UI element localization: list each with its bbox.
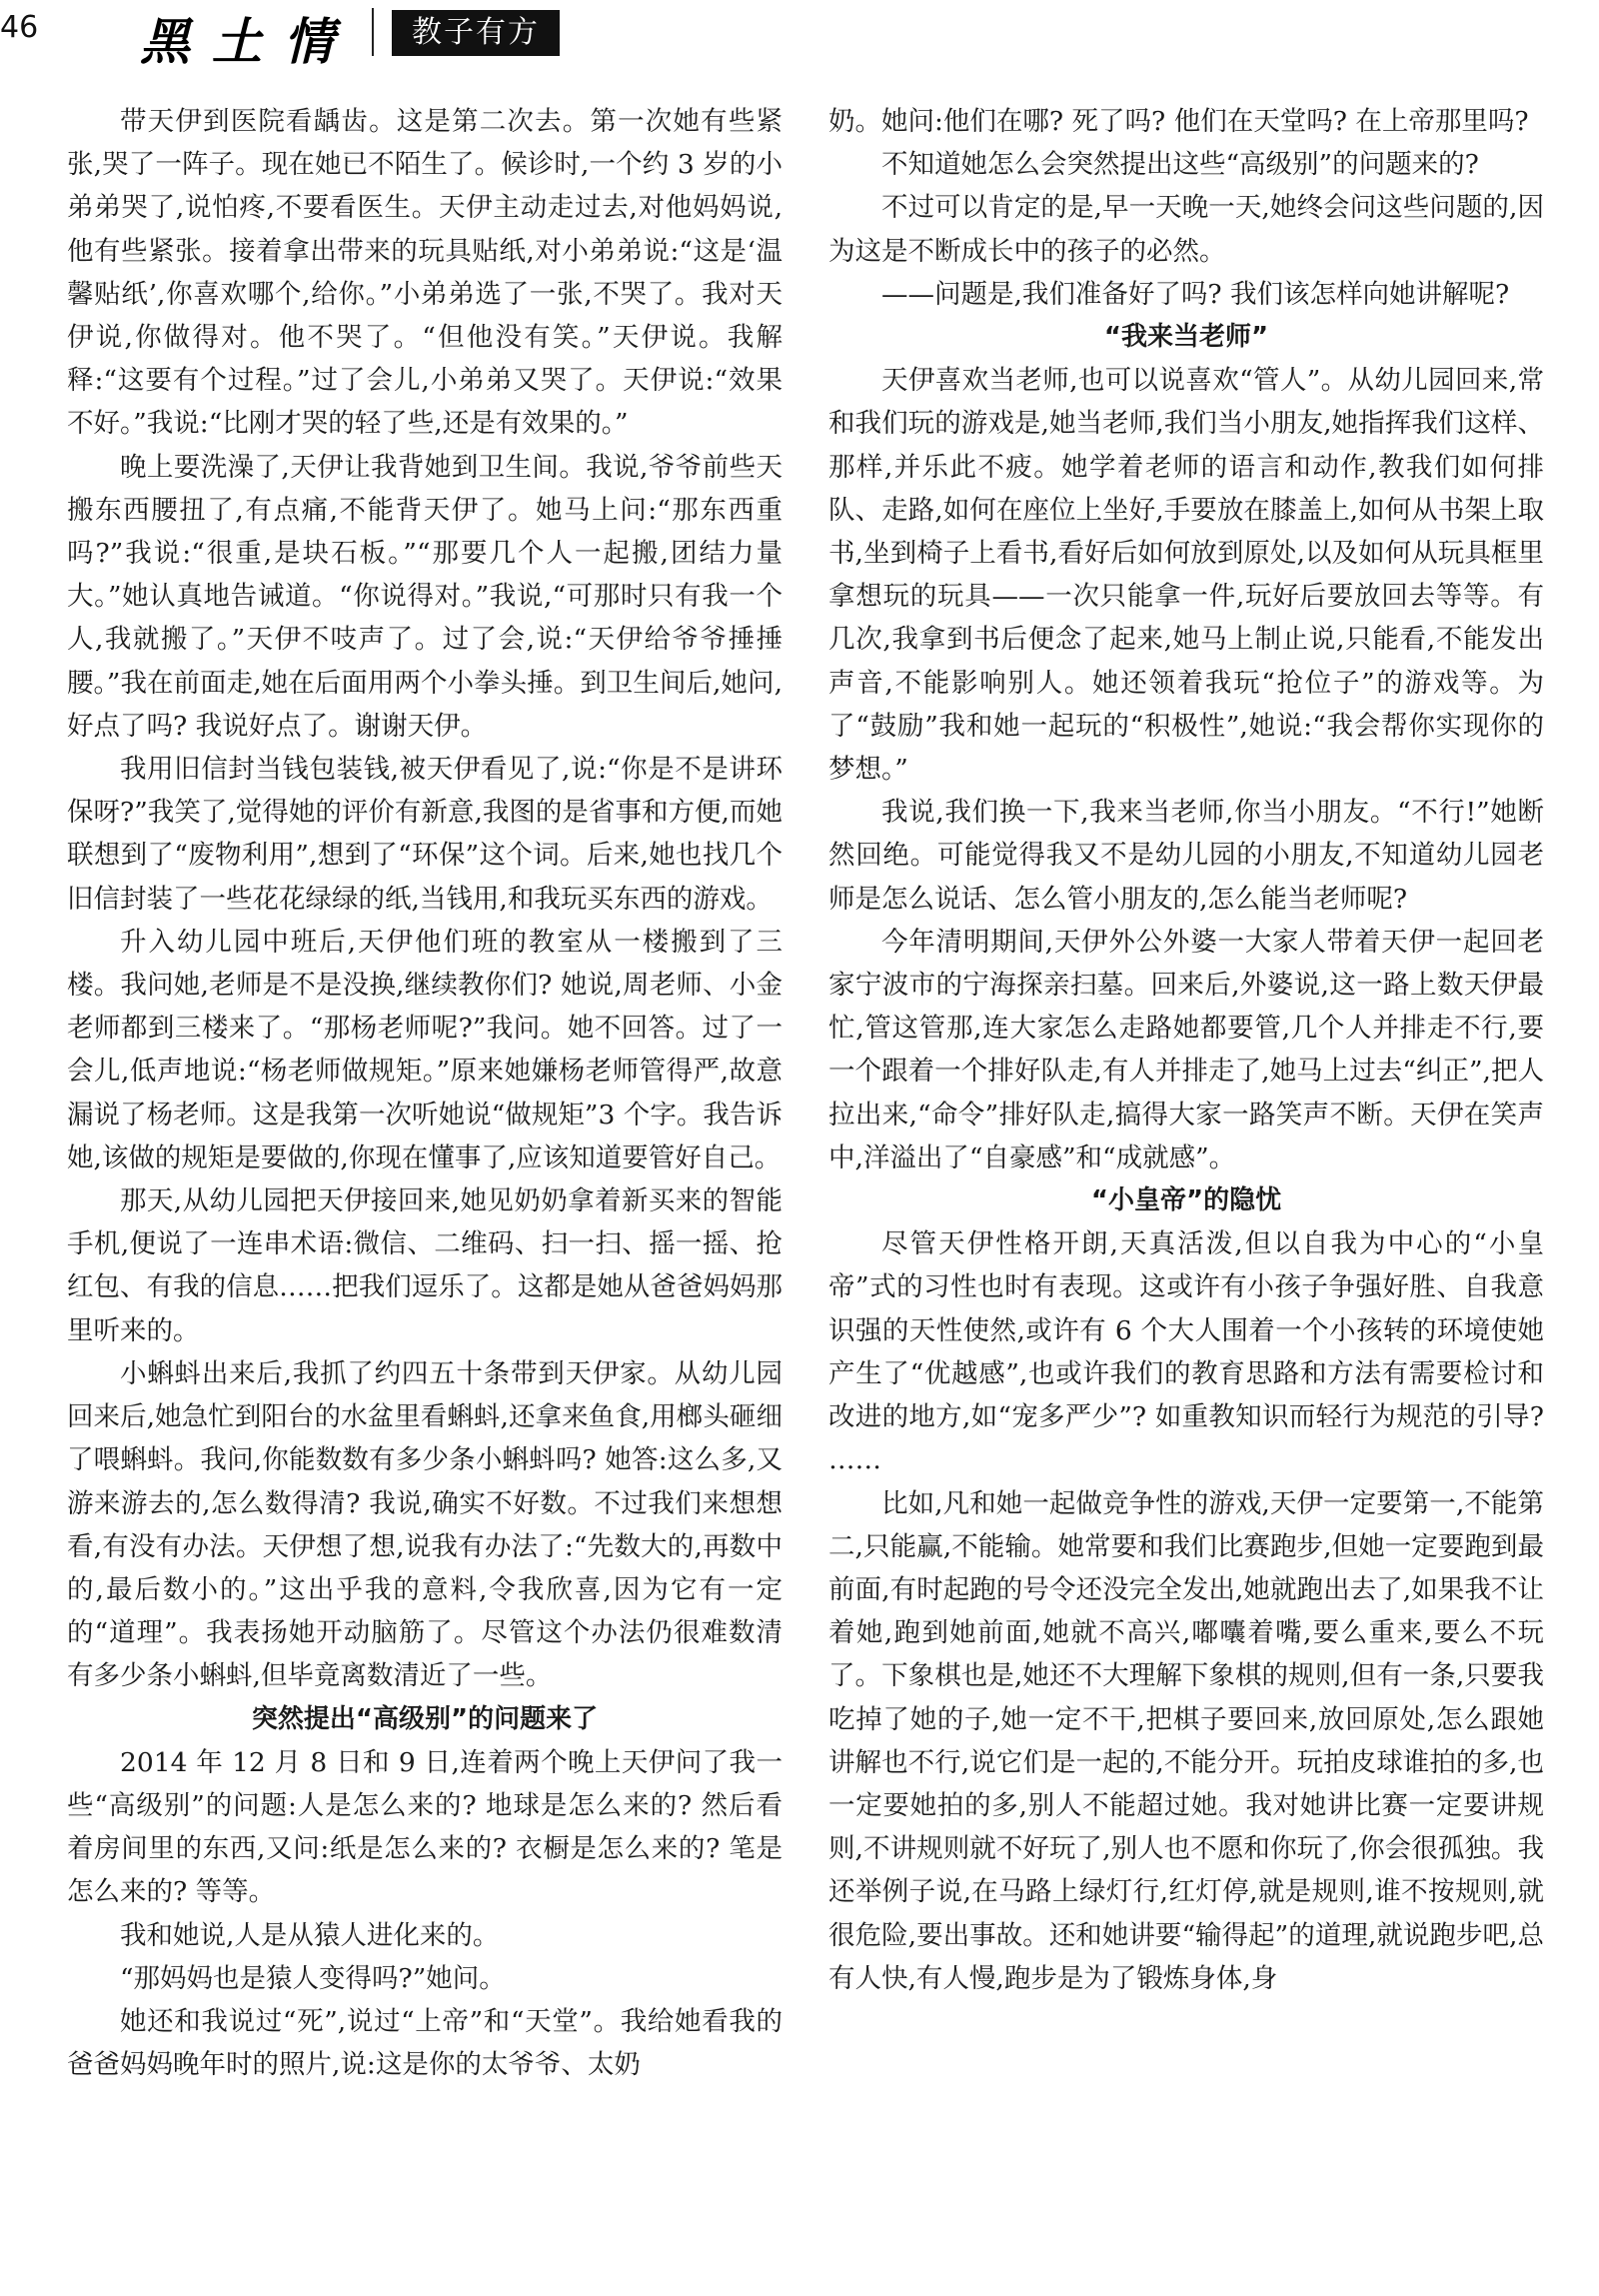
page-number: 46 [0,10,39,45]
paragraph: “那妈妈也是猿人变得吗?”她问。 [120,1962,506,1994]
paragraph: 不过可以肯定的是,早一天晚一天,她终会问这些问题的,因为这是不断成长中的孩子的必然。 [828,192,1544,267]
header-divider [372,8,374,56]
paragraph: 2014 年 12 月 8 日和 9 日,连着两个晚上天伊问了我一些“高级别”的问题:人是怎么来的? 地球是怎么来的? 然后看着房间里的东西,又问:纸是怎么来的? 衣橱是怎么来的? 笔是怎么来的? 等等。 [67,1746,783,1908]
paragraph-continued: 奶。她问:他们在哪? 死了吗? 他们在天堂吗? 在上帝那里吗? [828,106,1529,137]
paragraph: 比如,凡和她一起做竞争性的游戏,天伊一定要第一,不能第二,只能赢,不能输。她常要和我们比赛跑步,但她一定要跑到最前面,有时起跑的号令还没完全发出,她就跑出去了,如果我不让着她,跑到她前面,她就不高兴,嘟囔着嘴,要么重来,要么不玩了。下象棋也是,她还不大理解下象棋的规则,但有一条,只要我吃掉了她的子,她一定不干,把棋子要回来,放回原处,怎么跟她讲解也不行,说它们是一起的,不能分开。玩拍皮球谁拍的多,也一定要她拍的多,别人不能超过她。我对她讲比赛一定要讲规则,不讲规则就不好玩了,别人也不愿和你玩了,你会很孤独。我还举例子说,在马路上绿灯行,红灯停,就是规则,谁不按规则,就很危险,要出事故。还和她讲要“输得起”的道理,就说跑步吧,总有人快,有人慢,跑步是为了锻炼身体,身 [828,1487,1544,1994]
paragraph: 天伊喜欢当老师,也可以说喜欢“管人”。从幼儿园回来,常和我们玩的游戏是,她当老师,我们当小朋友,她指挥我们这样、那样,并乐此不疲。她学着老师的语言和动作,教我们如何排队、走路,如何在座位上坐好,手要放在膝盖上,如何从书架上取书,坐到椅子上看书,看好后如何放到原处,以及如何从玩具框里拿想玩的玩具——一次只能拿一件,玩好后要放回去等等。有几次,我拿到书后便念了起来,她马上制止说,只能看,不能发出声音,不能影响别人。她还领着我玩“抢位子”的游戏等。为了“鼓励”我和她一起玩的“积极性”,她说:“我会帮你实现你的梦想。” [828,365,1544,786]
section-label: 教子有方 [392,10,560,56]
paragraph: 带天伊到医院看龋齿。这是第二次去。第一次她有些紧张,哭了一阵子。现在她已不陌生了。候诊时,一个约 3 岁的小弟弟哭了,说怕疼,不要看医生。天伊主动走过去,对他妈妈说,他有些紧张。接着拿出带来的玩具贴纸,对小弟弟说:“这是‘温馨贴纸’,你喜欢哪个,给你。”小弟弟选了一张,不哭了。我对天伊说,你做得对。他不哭了。“但他没有笑。”天伊说。我解释:“这要有个过程。”过了会儿,小弟弟又哭了。天伊说:“效果不好。”我说:“比刚才哭的轻了些,还是有效果的。” [67,106,783,440]
paragraph: 那天,从幼儿园把天伊接回来,她见奶奶拿着新买来的智能手机,便说了一连串术语:微信、二维码、扫一扫、摇一摇、抢红包、有我的信息……把我们逗乐了。这都是她从爸爸妈妈那里听来的。 [67,1185,783,1346]
section-heading: 突然提出“高级别”的问题来了 [251,1703,599,1734]
paragraph: 我用旧信封当钱包装钱,被天伊看见了,说:“你是不是讲环保呀?”我笑了,觉得她的评价有新意,我图的是省事和方便,而她联想到了“废物利用”,想到了“环保”这个词。后来,她也找几个旧信封装了一些花花绿绿的纸,当钱用,和我玩买东西的游戏。 [67,754,783,915]
paragraph: 今年清明期间,天伊外公外婆一大家人带着天伊一起回老家宁波市的宁海探亲扫墓。回来后,外婆说,这一路上数天伊最忙,管这管那,连大家怎么走路她都要管,几个人并排走不行,要一个跟着一个排好队走,有人并排走了,她马上过去“纠正”,把人拉出来,“命令”排好队走,搞得大家一路笑声不断。天伊在笑声中,洋溢出了“自豪感”和“成就感”。 [828,926,1544,1173]
page-header [0,0,1599,70]
magazine-name: 黑土情 [140,12,356,71]
paragraph: 晚上要洗澡了,天伊让我背她到卫生间。我说,爷爷前些天搬东西腰扭了,有点痛,不能背天伊了。她马上问:“那东西重吗?”我说:“很重,是块石板。”“那要几个人一起搬,团结力量大。”她认真地告诫道。“你说得对。”我说,“可那时只有我一个人,我就搬了。”天伊不吱声了。过了会,说:“天伊给爷爷捶捶腰。”我在前面走,她在后面用两个小拳头捶。到卫生间后,她问,好点了吗? 我说好点了。谢谢天伊。 [67,451,783,742]
paragraph: 我和她说,人是从猿人进化来的。 [120,1919,500,1951]
paragraph: 她还和我说过“死”,说过“上帝”和“天堂”。我给她看我的爸爸妈妈晚年时的照片,说:这是你的太爷爷、太奶 [67,2005,783,2081]
paragraph: 我说,我们换一下,我来当老师,你当小朋友。“不行!”她断然回绝。可能觉得我又不是幼儿园的小朋友,不知道幼儿园老师是怎么说话、怎么管小朋友的,怎么能当老师呢? [828,797,1544,915]
section-heading: “小皇帝”的隐忧 [1090,1185,1282,1216]
paragraph: ——问题是,我们准备好了吗? 我们该怎样向她讲解呢? [881,278,1510,310]
right-column [828,100,1544,2289]
paragraph: 不知道她怎么会突然提出这些“高级别”的问题来的? [881,149,1479,181]
paragraph: 小蝌蚪出来后,我抓了约四五十条带到天伊家。从幼儿园回来后,她急忙到阳台的水盆里看蝌蚪,还拿来鱼食,用榔头砸细了喂蝌蚪。我问,你能数数有多少条小蝌蚪吗? 她答:这么多,又游来游去的,怎么数得清? 我说,确实不好数。不过我们来想想看,有没有办法。天伊想了想,说我有办法了:“先数大的,再数中的,最后数小的。”这出乎我的意料,令我欣喜,因为它有一定的“道理”。我表扬她开动脑筋了。尽管这个办法仍很难数清有多少条小蝌蚪,但毕竟离数清近了一些。 [67,1357,783,1692]
paragraph: 升入幼儿园中班后,天伊他们班的教室从一楼搬到了三楼。我问她,老师是不是没换,继续教你们? 她说,周老师、小金老师都到三楼来了。“那杨老师呢?”我问。她不回答。过了一会儿,低声地说:“杨老师做规矩。”原来她嫌杨老师管得严,故意漏说了杨老师。这是我第一次听她说“做规矩”3 个字。我告诉她,该做的规矩是要做的,你现在懂事了,应该知道要管好自己。 [67,926,783,1173]
section-heading: “我来当老师” [1103,322,1269,353]
paragraph: 尽管天伊性格开朗,天真活泼,但以自我为中心的“小皇帝”式的习性也时有表现。这或许有小孩子争强好胜、自我意识强的天性使然,或许有 6 个大人围着一个小孩转的环境使她产生了“优越感”,也或许我们的教育思路和方法有需要检讨和改进的地方,如“宠多严少”? 如重教知识而轻行为规范的引导? …… [828,1228,1544,1476]
left-column [67,100,783,2289]
